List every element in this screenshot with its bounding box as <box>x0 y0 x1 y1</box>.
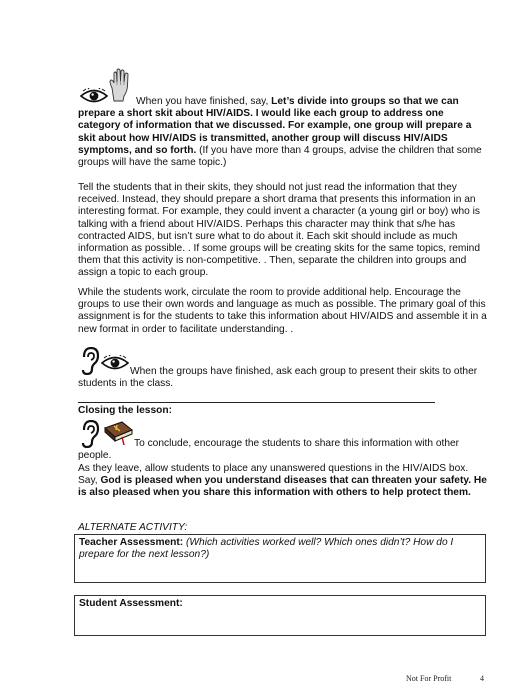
closing-say-text <box>78 475 488 499</box>
section-divider <box>78 402 435 403</box>
section-intro-text <box>78 96 488 169</box>
intro-instruction-bold: Let’s divide into groups so that we can prepare a short skit about HIV/AIDS. I would like each group to address one category of information that we discussed. For example, one group will prepare a skit about how HIV/AIDS is transmitted, another group will discuss HIV/AIDS symptoms, and so forth. <box>78 96 472 156</box>
student-assessment-label: Student Assessment: <box>79 598 183 609</box>
closing-box-text: As they leave, allow students to place any unanswered questions in the HIV/AIDS box. <box>78 463 469 474</box>
student-assessment-text <box>79 598 183 610</box>
footer-not-for-profit: Not For Profit <box>406 674 452 683</box>
teacher-assessment-label: Teacher Assessment: <box>79 537 184 548</box>
footer-page-number: 4 <box>480 674 484 683</box>
closing-say-lead: Say, <box>78 475 101 486</box>
skit-instructions-paragraph: Tell the students that in their skits, they should not just read the information that they received. Instead, they should prepare a short drama that presents this information in an interesting format. For example, they could invent a character (a young girl or boy) who is talking with a friend about HIV/AIDS. Perhaps this character may think that s/he has contracted AIDS, but isn’t sure what to do about it. Each skit should include as much information as possible. . If some groups will be creating skits for the same topics, remind them that this activity is non-competitive. . Then, separate the children into groups and assign a topic to each group. <box>78 182 481 279</box>
intro-note: (If you have more than 4 groups, advise the children that some groups will have the same topic.) <box>78 144 482 169</box>
intro-lead: When you have finished, say, <box>136 96 272 107</box>
closing-heading <box>78 405 172 417</box>
teacher-assessment-text <box>79 537 479 561</box>
teacher-assessment-prompt: (Which activities worked well? Which ones didn’t? How do I prepare for the next lesson?) <box>79 537 454 561</box>
alternate-activity-label: ALTERNATE ACTIVITY: <box>78 522 188 533</box>
closing-say-bold: God is pleased when you understand diseases that can threaten your safety. He is also pleased when you share this information with others to help protect them. <box>78 475 487 499</box>
teacher-assessment-box[interactable] <box>74 534 486 583</box>
student-assessment-box[interactable] <box>74 595 486 636</box>
circulate-paragraph: While the students work, circulate the room to provide additional help. Encourage the groups to use their own words and language as much as possible. The primary goal of this assignment is for the students to take this information about HIV/AIDS and assemble it in a new format in order to facilitate understanding. . <box>78 287 487 335</box>
present-skits-text: When the groups have finished, ask each group to present their skits to other students in the class. <box>78 366 478 390</box>
closing-heading-text: Closing the lesson: <box>78 405 172 416</box>
closing-conclude-text: To conclude, encourage the students to share this information with other people. <box>78 438 460 462</box>
